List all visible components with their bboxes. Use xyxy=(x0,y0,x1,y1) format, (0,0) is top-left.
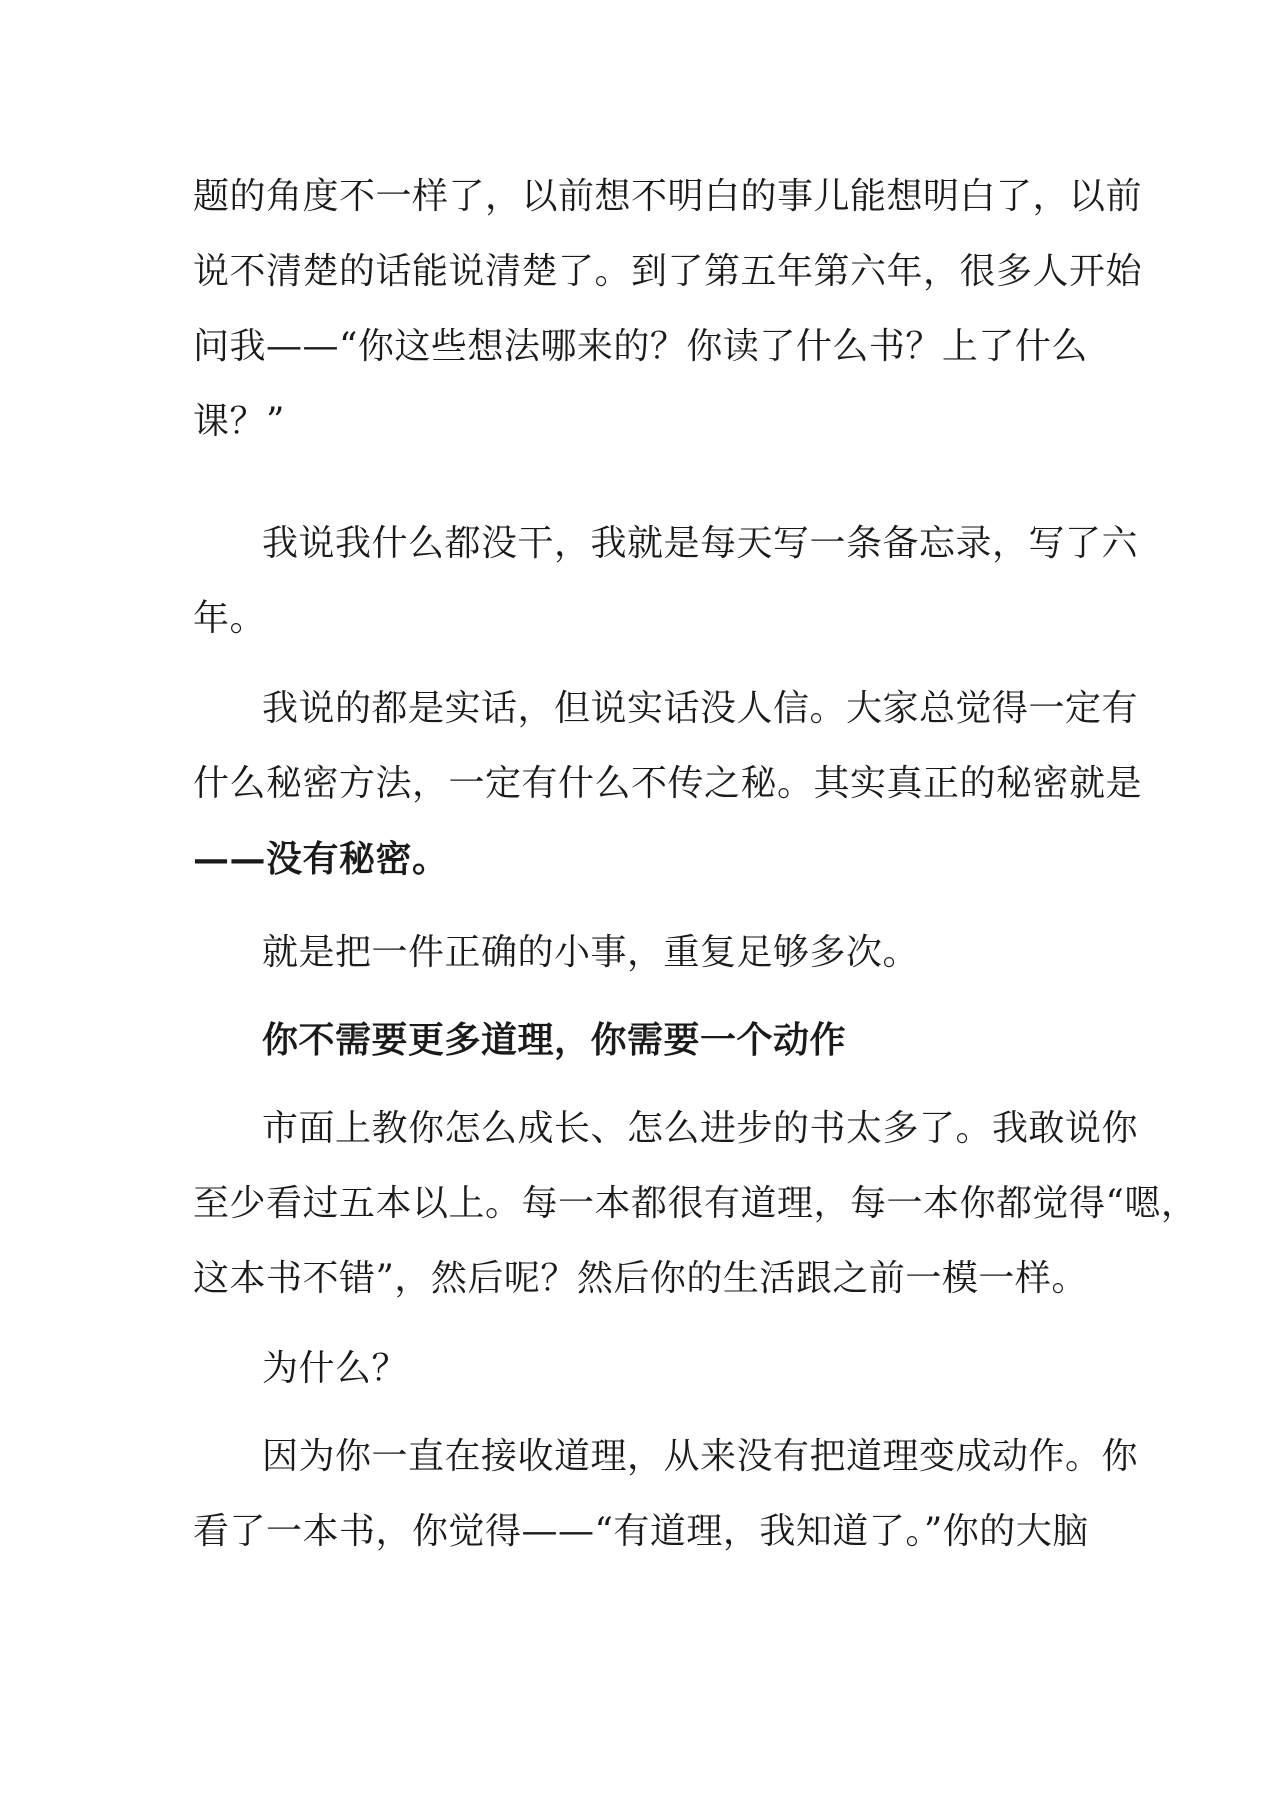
paragraph-line: 我说我什么都没干，我就是每天写一条备忘录，写了六 xyxy=(262,523,1139,564)
paragraph-line: 就是把一件正确的小事，重复足够多次。 xyxy=(262,932,920,973)
paragraph-line: 问我——“你这些想法哪来的？你读了什么书？上了什么 xyxy=(193,326,1088,367)
paragraph-line: 市面上教你怎么成长、怎么进步的书太多了。我敢说你 xyxy=(262,1108,1139,1149)
paragraph-line: 什么秘密方法，一定有什么不传之秘。其实真正的秘密就是 xyxy=(193,763,1143,804)
paragraph-line: 题的角度不一样了，以前想不明白的事儿能想明白了，以前 xyxy=(193,176,1143,217)
paragraph-line: 因为你一直在接收道理，从来没有把道理变成动作。你 xyxy=(262,1436,1139,1477)
paragraph-line: 这本书不错”，然后呢？然后你的生活跟之前一模一样。 xyxy=(193,1258,1088,1299)
paragraph-line: 课？” xyxy=(193,401,285,442)
paragraph-line: 至少看过五本以上。每一本都很有道理，每一本你都觉得“嗯， xyxy=(193,1183,1198,1224)
paragraph-line: 看了一本书，你觉得——“有道理，我知道了。”你的大脑 xyxy=(193,1511,1089,1552)
paragraph-line: 为什么？ xyxy=(262,1348,409,1389)
paragraph-line: 我说的都是实话，但说实话没人信。大家总觉得一定有 xyxy=(262,688,1139,729)
paragraph-line: 年。 xyxy=(193,598,267,639)
paragraph-line: 说不清楚的话能说清楚了。到了第五年第六年，很多人开始 xyxy=(193,251,1143,292)
section-heading: 你不需要更多道理，你需要一个动作 xyxy=(262,1019,847,1061)
emphasis-line: ——没有秘密。 xyxy=(193,838,449,880)
